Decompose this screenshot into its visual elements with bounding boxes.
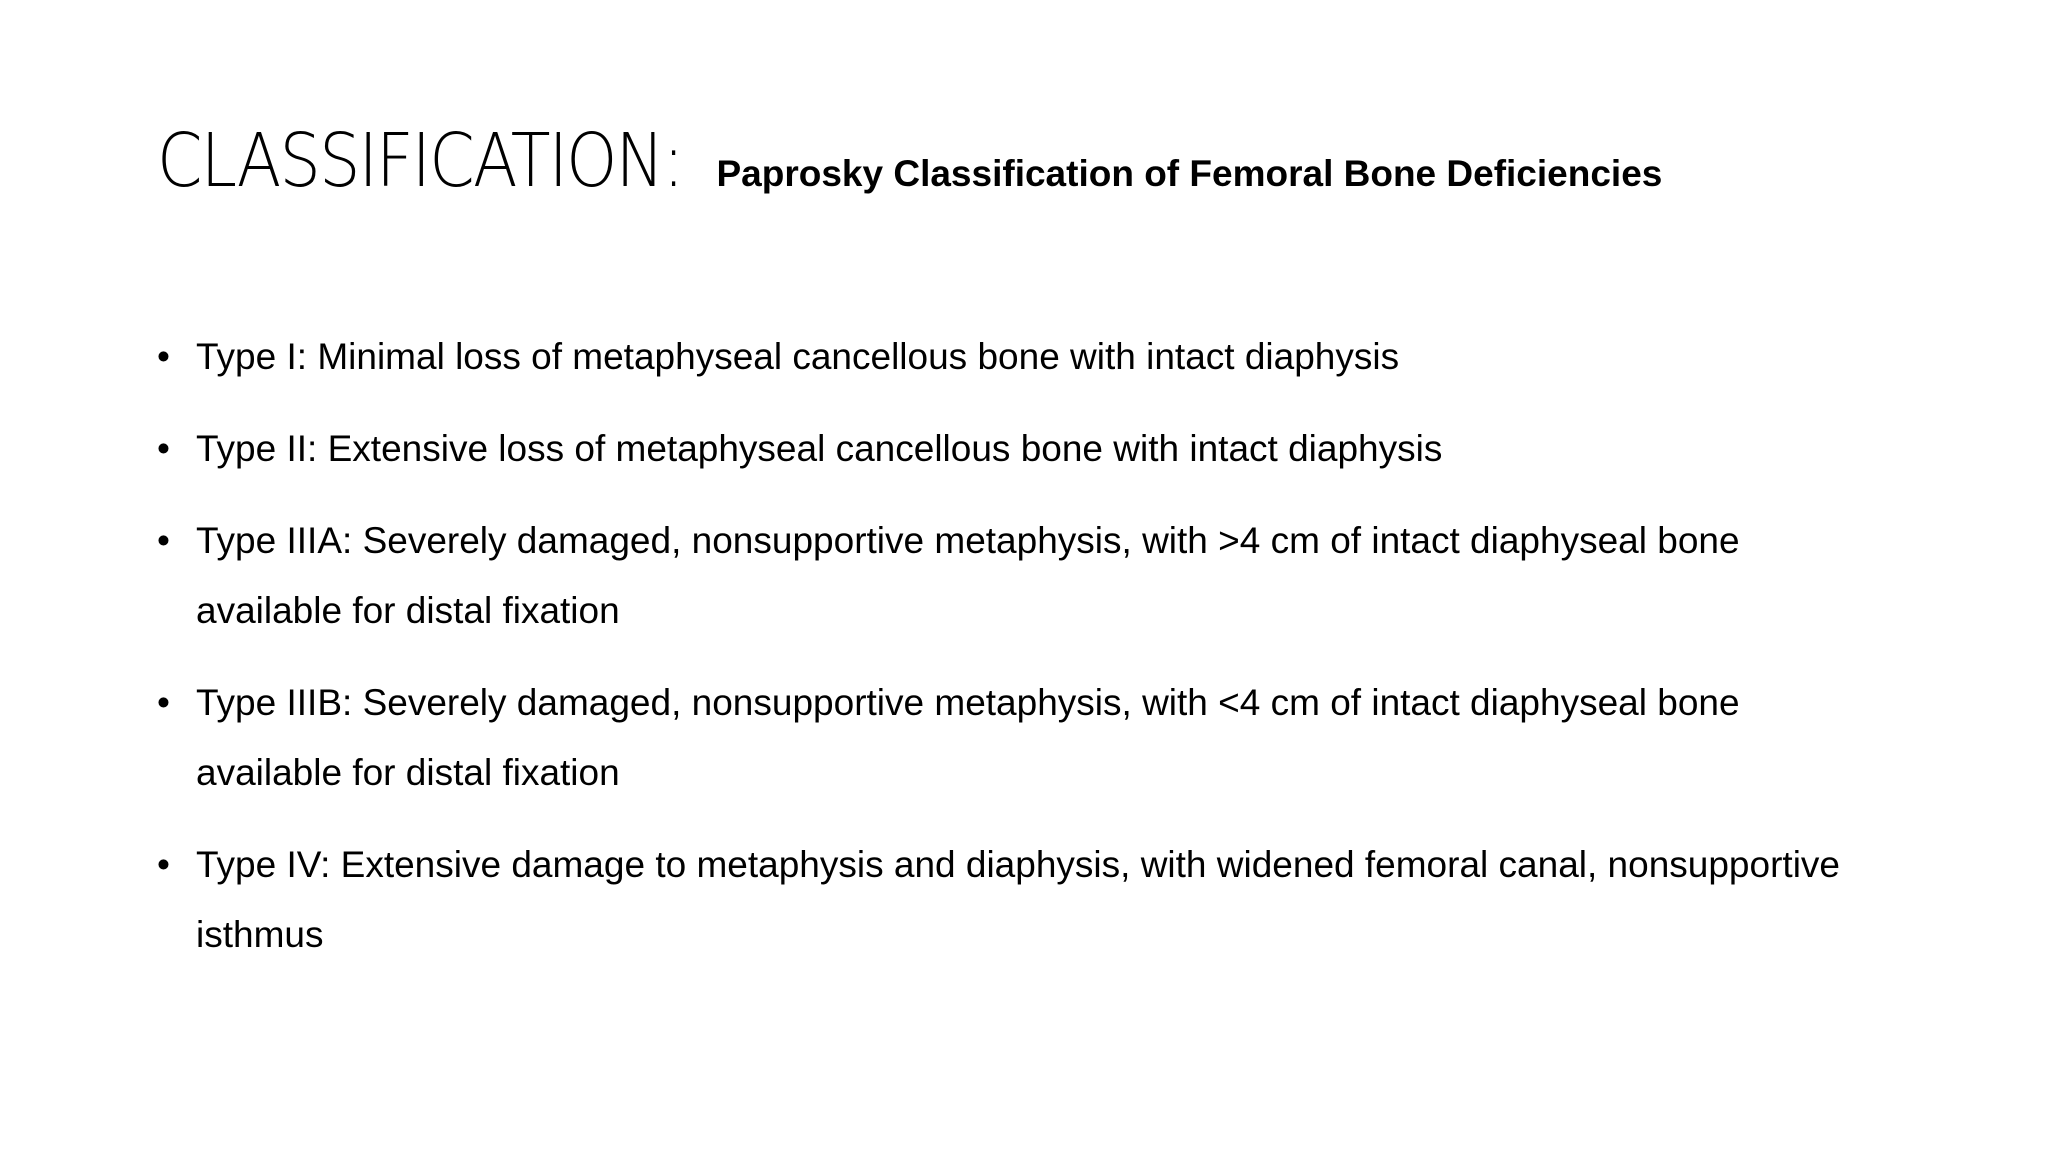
bullet-icon: • (157, 428, 170, 469)
list-item-text: Type I: Minimal loss of metaphyseal cancellous bone with intact diaphysis (196, 336, 1400, 377)
slide-subtitle: Paprosky Classification of Femoral Bone Deficiencies (716, 153, 1663, 194)
slide-title: CLASSIFICATION: (157, 118, 683, 204)
list-item (157, 414, 1876, 484)
list-item-text: Type II: Extensive loss of metaphyseal cancellous bone with intact diaphysis (196, 428, 1443, 469)
bullet-icon: • (157, 336, 170, 377)
list-item-text: Type IIIA: Severely damaged, nonsupportive metaphysis, with >4 cm of intact diaphyseal bone available for distal fixation (196, 520, 1740, 631)
list-item (157, 322, 1876, 392)
list-item (157, 506, 1876, 646)
bullet-icon: • (157, 844, 170, 885)
list-item-text: Type IV: Extensive damage to metaphysis and diaphysis, with widened femoral canal, nonsupportive isthmus (196, 844, 1840, 955)
list-item (157, 830, 1876, 970)
list-item (157, 668, 1876, 808)
bullet-list (157, 322, 1857, 992)
list-item-text: Type IIIB: Severely damaged, nonsupportive metaphysis, with <4 cm of intact diaphyseal bone available for distal fixation (196, 682, 1740, 793)
title-row (157, 118, 1662, 204)
bullet-icon: • (157, 520, 170, 561)
bullet-icon: • (157, 682, 170, 723)
